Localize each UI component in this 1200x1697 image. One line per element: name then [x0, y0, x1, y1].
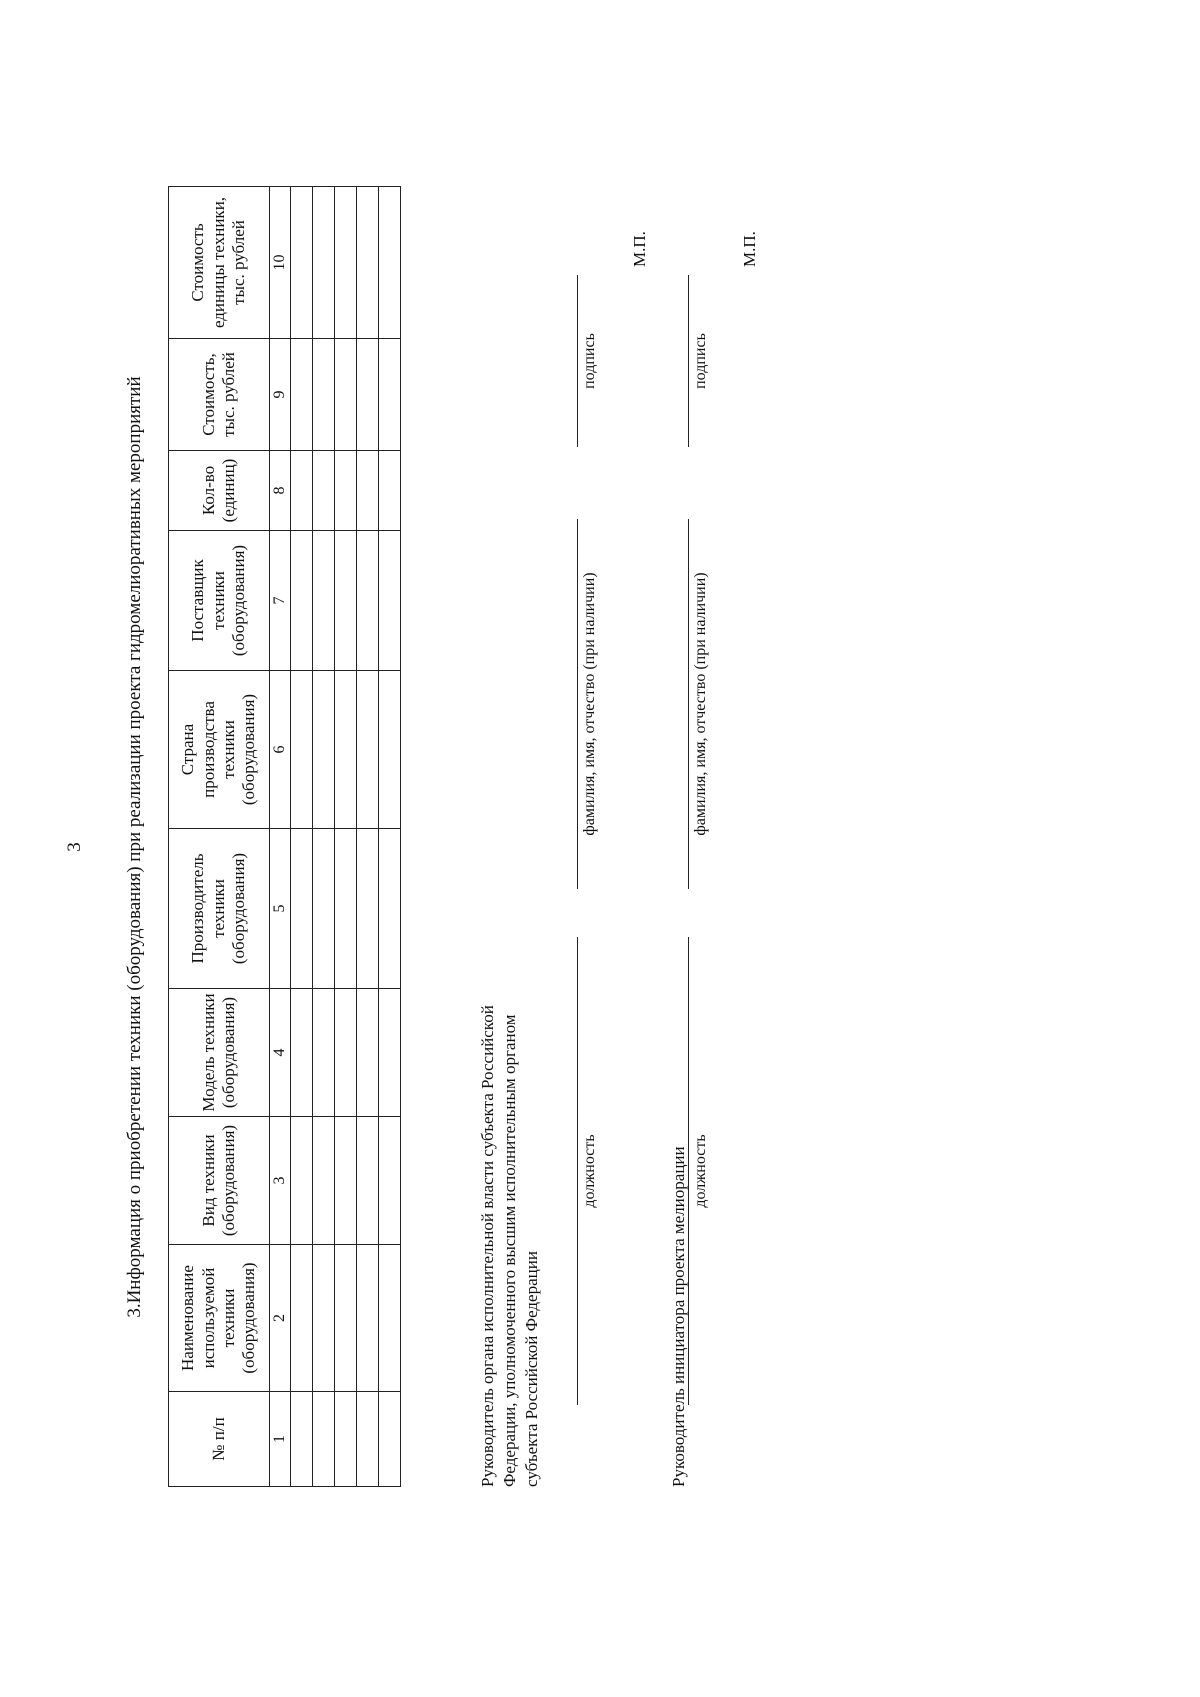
equipment-table: [168, 186, 401, 1487]
column-number-cell: 8: [270, 451, 291, 531]
column-number-cell: 1: [270, 1392, 291, 1487]
table-cell: [357, 339, 379, 451]
header-cell: Страна производства техники (оборудования): [169, 671, 270, 829]
table-cell: [313, 339, 335, 451]
header-cell: Производитель техники (оборудования): [169, 829, 270, 989]
table-cell: [335, 1392, 357, 1487]
column-number-cell: 10: [270, 187, 291, 339]
name-caption-1: фамилия, имя, отчество (при наличии): [581, 572, 598, 836]
table-cell: [335, 451, 357, 531]
table-cell: [291, 829, 313, 989]
table-cell: [379, 451, 401, 531]
table-cell: [379, 339, 401, 451]
table-cell: [291, 671, 313, 829]
stamp-mark-2: М.П.: [740, 231, 759, 267]
position-line-1: [577, 937, 578, 1405]
table-cell: [313, 531, 335, 671]
stamp-mark-1: М.П.: [630, 231, 649, 267]
table-cell: [357, 187, 379, 339]
header-cell: № п/п: [169, 1392, 270, 1487]
table-cell: [357, 989, 379, 1117]
table-cell: [379, 671, 401, 829]
table-row: [291, 187, 313, 1487]
table-cell: [379, 1117, 401, 1245]
table-cell: [291, 1117, 313, 1245]
table-row: [357, 187, 379, 1487]
signatory-label-authority: Руководитель органа исполнительной власти субъекта Российской Федерации, уполномоченного высшим исполнительным органом субъекта Российской Федерации: [478, 1005, 541, 1487]
table-cell: [313, 989, 335, 1117]
column-number-cell: 5: [270, 829, 291, 989]
table-cell: [335, 1117, 357, 1245]
table-cell: [291, 989, 313, 1117]
column-number-cell: 3: [270, 1117, 291, 1245]
table-cell: [291, 1392, 313, 1487]
name-caption-2: фамилия, имя, отчество (при наличии): [692, 572, 709, 836]
column-number-cell: 2: [270, 1245, 291, 1392]
table-cell: [291, 1245, 313, 1392]
table-cell: [379, 1245, 401, 1392]
table-cell: [291, 531, 313, 671]
page-title: 3.Информация о приобретении техники (оборудования) при реализации проекта гидромелиоративных мероприятий: [124, 376, 145, 1318]
header-cell: Модель техники (оборудования): [169, 989, 270, 1117]
table-header-row: [169, 187, 270, 1487]
table-cell: [313, 671, 335, 829]
table-cell: [379, 531, 401, 671]
table-row: [379, 187, 401, 1487]
table-cell: [357, 671, 379, 829]
column-number-row: [270, 187, 291, 1487]
table-cell: [335, 829, 357, 989]
column-number-cell: 4: [270, 989, 291, 1117]
table-cell: [291, 339, 313, 451]
table-cell: [379, 829, 401, 989]
header-cell: Наименование используемой техники (оборудования): [169, 1245, 270, 1392]
table-cell: [357, 1117, 379, 1245]
table-cell: [379, 989, 401, 1117]
table-cell: [379, 187, 401, 339]
table-cell: [357, 531, 379, 671]
signature-line-1: [577, 275, 578, 447]
position-caption-1: должность: [581, 1134, 598, 1208]
name-line-1: [577, 519, 578, 889]
header-cell: Вид техники (оборудования): [169, 1117, 270, 1245]
table-cell: [335, 989, 357, 1117]
position-line-2: [688, 937, 689, 1405]
header-cell: Стоимость единицы техники, тыс. рублей: [169, 187, 270, 339]
table-cell: [357, 829, 379, 989]
signatory-label-initiator: Руководитель инициатора проекта мелиорации: [669, 1146, 688, 1487]
table-row: [335, 187, 357, 1487]
table-cell: [357, 1392, 379, 1487]
table-cell: [357, 1245, 379, 1392]
table-cell: [313, 451, 335, 531]
table-cell: [313, 829, 335, 989]
position-caption-2: должность: [692, 1134, 709, 1208]
header-cell: Кол-во (единиц): [169, 451, 270, 531]
table-cell: [335, 1245, 357, 1392]
table-cell: [379, 1392, 401, 1487]
table-cell: [291, 187, 313, 339]
header-cell: Стоимость, тыс. рублей: [169, 339, 270, 451]
table-cell: [313, 187, 335, 339]
page-number: 3: [64, 842, 85, 852]
header-cell: Поставщик техники (оборудования): [169, 531, 270, 671]
name-line-2: [688, 519, 689, 889]
table-row: [313, 187, 335, 1487]
table-cell: [313, 1245, 335, 1392]
signature-caption-2: подпись: [692, 333, 709, 389]
signature-caption-1: подпись: [581, 333, 598, 389]
column-number-cell: 9: [270, 339, 291, 451]
table-cell: [313, 1392, 335, 1487]
column-number-cell: 6: [270, 671, 291, 829]
table-cell: [335, 187, 357, 339]
table-cell: [313, 1117, 335, 1245]
table-cell: [335, 531, 357, 671]
table-cell: [291, 451, 313, 531]
table-cell: [335, 671, 357, 829]
column-number-cell: 7: [270, 531, 291, 671]
table-cell: [335, 339, 357, 451]
signature-line-2: [688, 275, 689, 447]
table-cell: [357, 451, 379, 531]
